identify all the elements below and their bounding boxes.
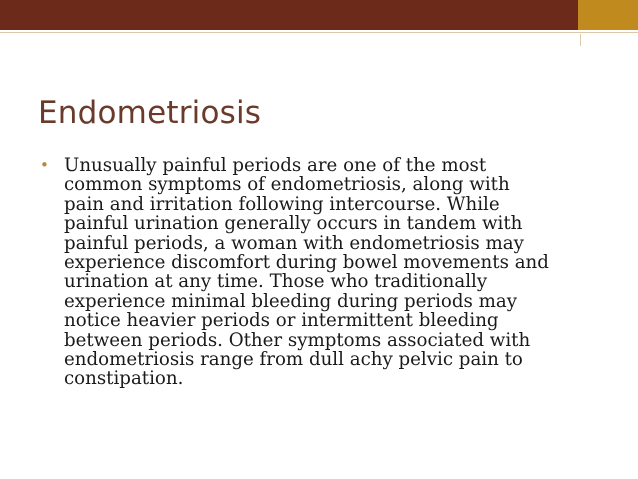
body-line: pain and irritation following intercourse. While: [64, 193, 500, 215]
body-line: experience discomfort during bowel movements and: [64, 252, 549, 274]
header-band-accent: [578, 0, 638, 30]
body-line: painful periods, a woman with endometriosis may: [64, 232, 524, 254]
body-line: urination at any time. Those who traditionally: [64, 271, 488, 293]
body-line: constipation.: [64, 368, 184, 390]
header-band-dark: [0, 0, 578, 30]
body-line: experience minimal bleeding during periods may: [64, 290, 518, 312]
body-line: between periods. Other symptoms associated with: [64, 329, 531, 351]
body-line: Unusually painful periods are one of the most: [64, 155, 487, 176]
header-divider-line: [0, 32, 638, 33]
slide-body: [40, 156, 610, 389]
body-line: painful urination generally occurs in tandem with: [64, 213, 523, 235]
body-line: notice heavier periods or intermittent bleeding: [64, 310, 499, 332]
slide-title: Endometriosis: [38, 95, 262, 131]
body-line: endometriosis range from dull achy pelvic pain to: [64, 349, 523, 371]
header-band: [0, 0, 638, 30]
bullet-item: [40, 156, 610, 389]
bullet-icon: •: [40, 156, 49, 174]
body-line: common symptoms of endometriosis, along with: [64, 174, 510, 196]
header-corner-mark: [580, 34, 581, 46]
